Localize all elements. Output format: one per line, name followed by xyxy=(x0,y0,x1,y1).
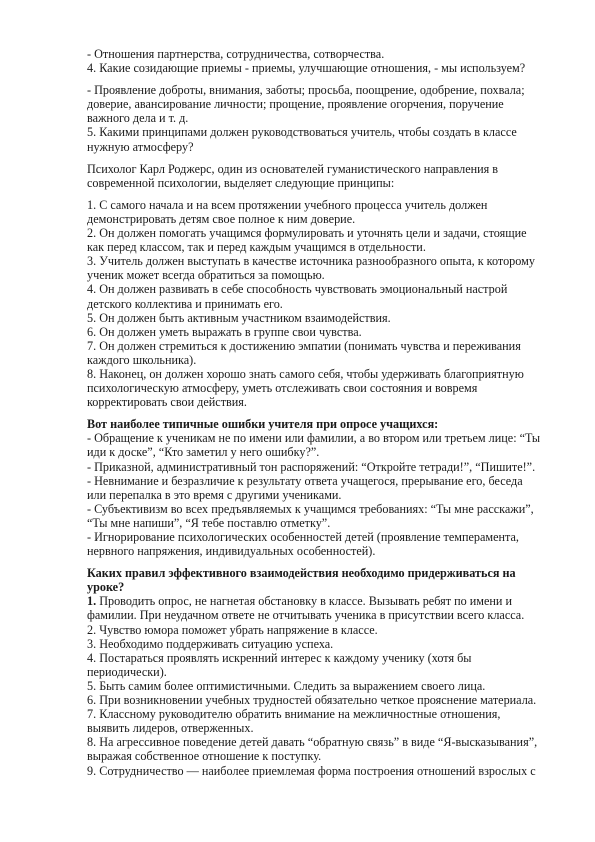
paragraph-gap xyxy=(87,154,542,162)
paragraph-gap xyxy=(87,190,542,198)
text-paragraph: - Игнорирование психологических особенностей детей (проявление темперамента, нервного напряжения, индивидуальных особенностей). xyxy=(87,530,519,559)
paragraph-gap xyxy=(87,558,542,566)
paragraph-gap xyxy=(87,75,542,83)
text-paragraph: - Отношения партнерства, сотрудничества, сотворчества. xyxy=(87,47,385,61)
text-paragraph: 7. Классному руководителю обратить внимание на межличностные отношения, выявить лидеров, отверженных. xyxy=(87,707,501,736)
text-paragraph: - Проявление доброты, внимания, заботы; просьба, поощрение, одобрение, похвала; доверие, авансирование личности; прощение, проявление огорчения, поручение важного дела и т. д. xyxy=(87,83,525,126)
text-paragraph: 5. Он должен быть активным участником взаимодействия. xyxy=(87,310,391,325)
text-paragraph: - Приказной, административный тон распоряжений: “Откройте тетради!”, “Пишите!”. xyxy=(87,459,536,474)
document-text xyxy=(87,47,542,778)
text-paragraph: 2. Он должен помогать учащимся формулировать и уточнять цели и задачи, стоящие как перед классом, так и перед каждым учащимся в отдельности. xyxy=(87,226,527,255)
paragraph-gap xyxy=(87,409,542,417)
list-item xyxy=(87,594,542,622)
list-item-number: 1. xyxy=(87,594,97,609)
text-paragraph: 8. На агрессивное поведение детей давать “обратную связь” в виде “Я-высказывания”, выражая собственное отношение к поступку. xyxy=(87,735,538,764)
text-paragraph: 4. Какие созидающие приемы - приемы, улучшающие отношения, - мы используем? xyxy=(87,61,526,76)
section-heading: Вот наиболее типичные ошибки учителя при опросе учащихся: xyxy=(87,417,439,432)
text-paragraph: 1. С самого начала и на всем протяжении учебного процесса учитель должен демонстрировать детям свое полное к ним доверие. xyxy=(87,197,488,226)
text-paragraph: 6. Он должен уметь выражать в группе свои чувства. xyxy=(87,324,362,339)
text-paragraph: 9. Сотрудничество — наиболее приемлемая форма построения отношений взрослых с xyxy=(87,763,536,778)
text-paragraph: - Невнимание и безразличие к результату ответа учащегося, прерывание его, беседа или перепалка в это время с другими учениками. xyxy=(87,473,523,502)
text-paragraph: 6. При возникновении учебных трудностей обязательно четкое прояснение материала. xyxy=(87,693,537,708)
text-paragraph: - Обращение к ученикам не по имени или фамилии, а во втором или третьем лице: “Ты иди к доске”, “Кто заметил у него ошибку?”. xyxy=(87,431,541,460)
text-paragraph: 7. Он должен стремиться к достижению эмпатии (понимать чувства и переживания каждого школьника). xyxy=(87,338,521,367)
text-paragraph: 2. Чувство юмора поможет убрать напряжение в классе. xyxy=(87,622,378,637)
text-paragraph: Психолог Карл Роджерс, один из основателей гуманистического направления в современной психологии, выделяет следующие принципы: xyxy=(87,161,499,190)
text-paragraph: 5. Какими принципами должен руководствоваться учитель, чтобы создать в классе нужную атмосферу? xyxy=(87,125,517,154)
section-heading: Каких правил эффективного взаимодействия необходимо придерживаться на уроке? xyxy=(87,566,516,595)
text-paragraph: 3. Учитель должен выступать в качестве источника разнообразного опыта, к которому ученик может всегда обратиться за помощью. xyxy=(87,254,535,283)
text-paragraph: 3. Необходимо поддерживать ситуацию успеха. xyxy=(87,636,334,651)
text-paragraph: - Субъективизм во всех предъявляемых к учащимся требованиях: “Ты мне расскажи”, “Ты мне напиши”, “Я тебе поставлю отметку”. xyxy=(87,501,534,530)
text-paragraph: 4. Он должен развивать в себе способность чувствовать эмоциональный настрой детского коллектива и принимать его. xyxy=(87,282,508,311)
text-paragraph: 5. Быть самим более оптимистичными. Следить за выражением своего лица. xyxy=(87,678,486,693)
list-item-text: Проводить опрос, не нагнетая обстановку в классе. Вызывать ребят по имени и фамилии. При неудачном ответе не отчитывать ученика в присутствии всего класса. xyxy=(87,594,525,623)
text-paragraph: 4. Постараться проявлять искренний интерес к каждому ученику (хотя бы периодически). xyxy=(87,650,472,679)
text-paragraph: 8. Наконец, он должен хорошо знать самого себя, чтобы удерживать благоприятную психологическую атмосферу, уметь отслеживать свои состояния и вовремя корректировать свои действия. xyxy=(87,366,524,410)
